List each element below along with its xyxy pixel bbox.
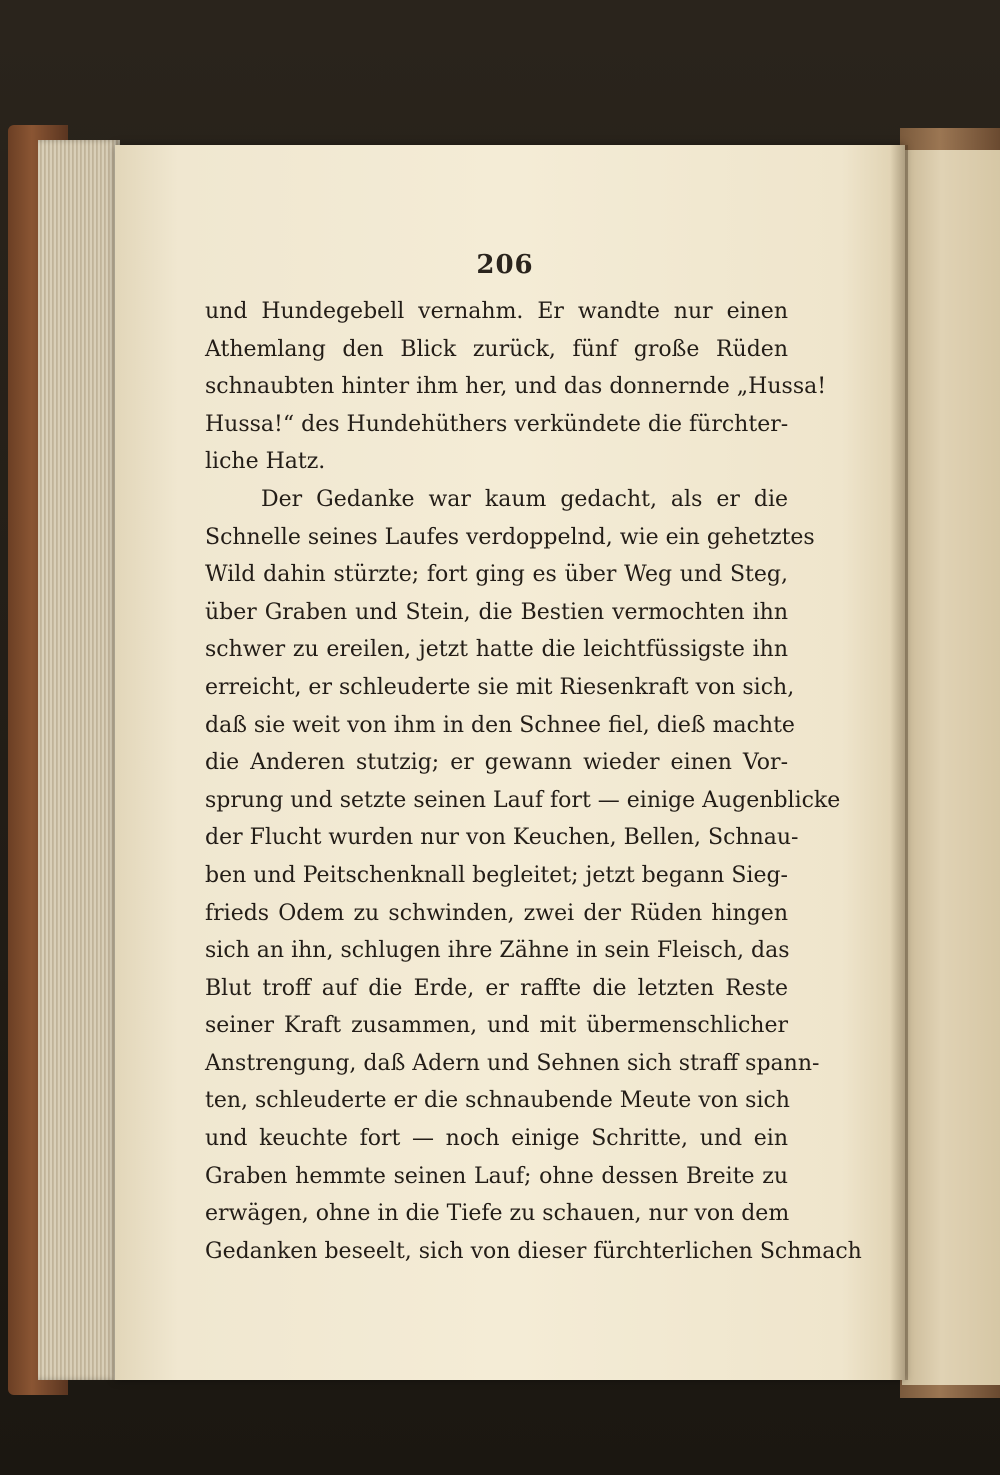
text-line: die Anderen stutzig; er gewann wieder einen Vor- [205, 750, 788, 776]
text-line: daß sie weit von ihm in den Schnee fiel, dieß machte [205, 712, 795, 738]
text-line: Gedanken beseelt, sich von dieser fürchterlichen Schmach [205, 1238, 862, 1264]
text-line: schwer zu ereilen, jetzt hatte die leichtfüssigste ihn [205, 637, 788, 663]
text-line: liche Hatz. [205, 449, 326, 475]
facing-page-edge [902, 150, 1000, 1385]
text-line: frieds Odem zu schwinden, zwei der Rüden hingen [205, 900, 788, 926]
text-line: erreicht, er schleuderte sie mit Riesenkraft von sich, [205, 674, 795, 700]
text-line: ben und Peitschenknall begleitet; jetzt begann Sieg- [205, 862, 788, 888]
text-line: und keuchte fort — noch einige Schritte, und ein [205, 1126, 788, 1152]
text-line: Schnelle seines Laufes verdoppelnd, wie ein gehetztes [205, 524, 815, 550]
text-line: sprung und setzte seinen Lauf fort — einige Augenblicke [205, 787, 841, 813]
text-line: Athemlang den Blick zurück, fünf große Rüden [205, 336, 788, 362]
text-line: schnaubten hinter ihm her, und das donnernde „Hussa! [205, 374, 827, 400]
text-line: seiner Kraft zusammen, und mit übermenschlicher [205, 1013, 788, 1039]
gutter-shadow [890, 145, 908, 1380]
text-line: Anstrengung, daß Adern und Sehnen sich straff spann- [205, 1050, 820, 1076]
text-line: sich an ihn, schlugen ihre Zähne in sein Fleisch, das [205, 938, 790, 964]
body-text [205, 293, 862, 1270]
page-edges-stack [38, 140, 120, 1380]
page-number: 206 [476, 250, 534, 280]
text-line: Der Gedanke war kaum gedacht, als er die [261, 486, 788, 512]
text-line: der Flucht wurden nur von Keuchen, Bellen, Schnau- [205, 825, 799, 851]
text-line: Graben hemmte seinen Lauf; ohne dessen Breite zu [205, 1163, 788, 1189]
text-line: ten, schleuderte er die schnaubende Meute von sich [205, 1088, 790, 1114]
text-line: über Graben und Stein, die Bestien vermochten ihn [205, 599, 788, 625]
text-line: Wild dahin stürzte; fort ging es über Weg und Steg, [205, 562, 788, 588]
text-line: Blut troff auf die Erde, er raffte die letzten Reste [205, 975, 788, 1001]
text-line: und Hundegebell vernahm. Er wandte nur einen [205, 299, 788, 324]
text-line: erwägen, ohne in die Tiefe zu schauen, nur von dem [205, 1201, 790, 1227]
text-line: Hussa!“ des Hundehüthers verkündete die fürchter- [205, 411, 789, 437]
